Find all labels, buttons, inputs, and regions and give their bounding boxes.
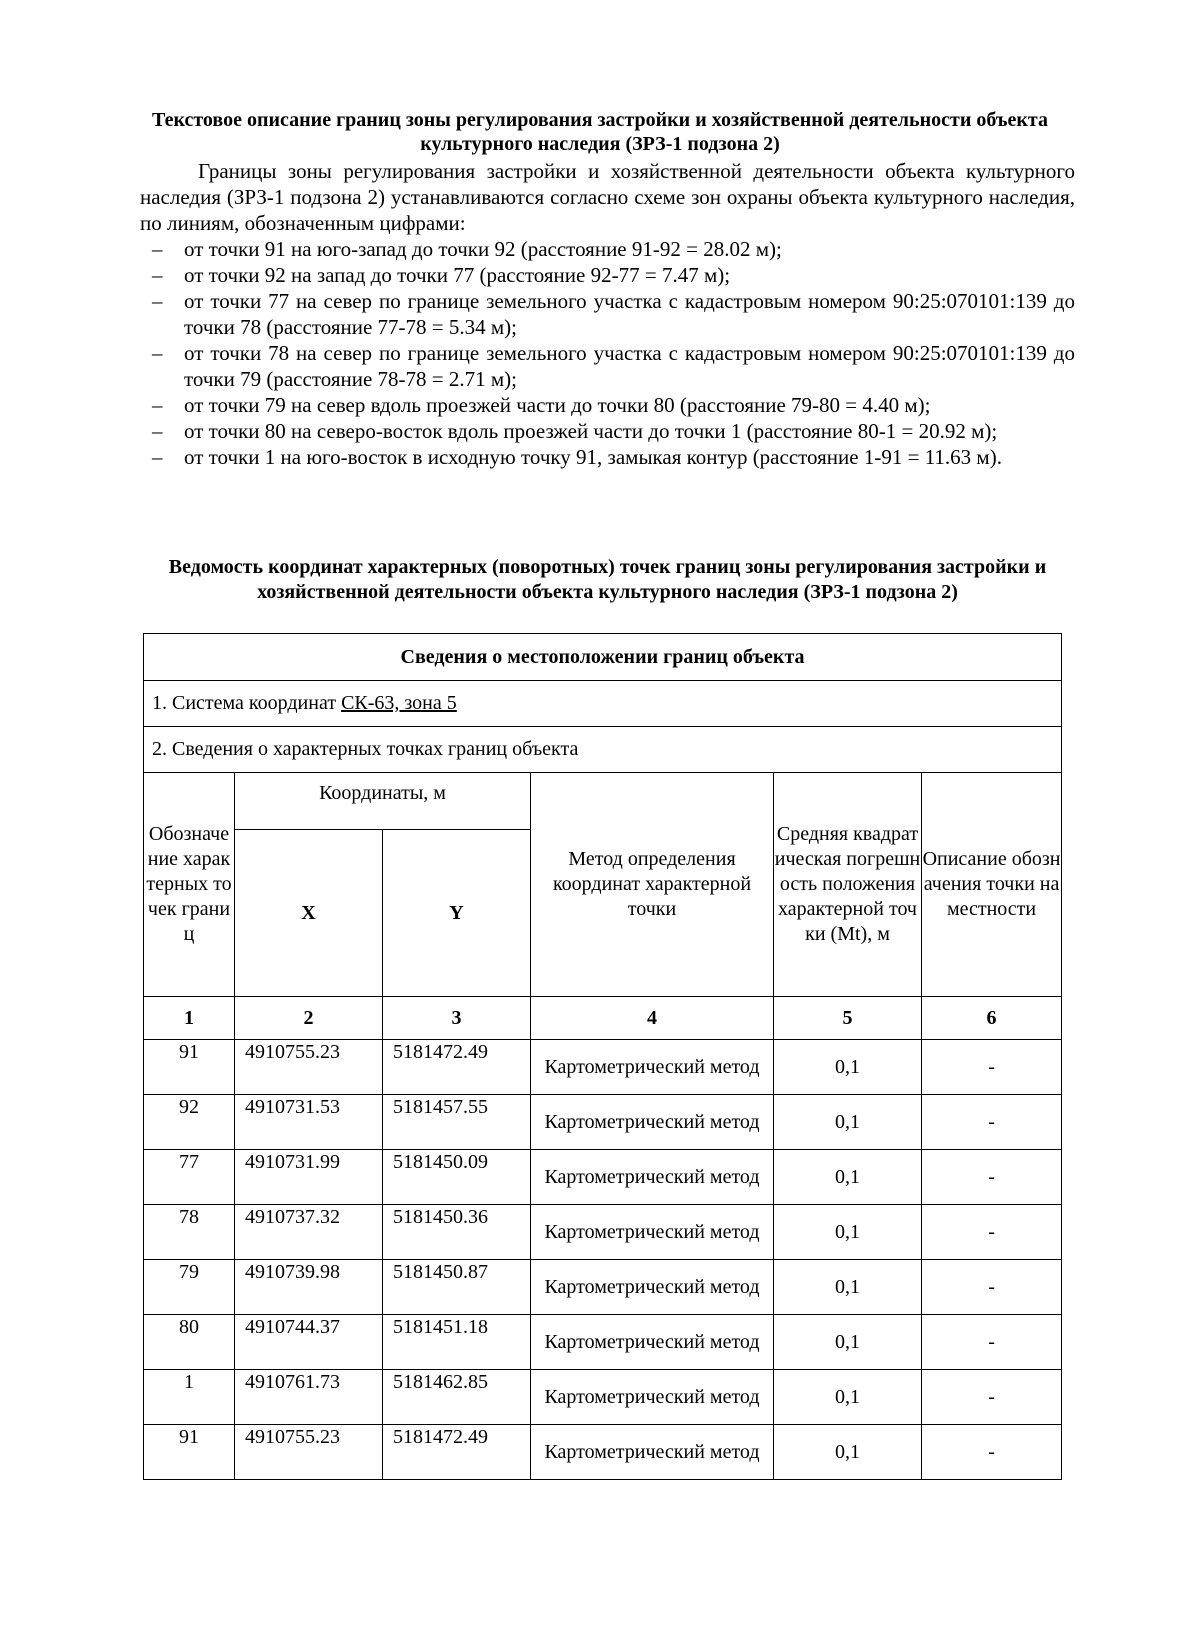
header-y: Y	[383, 830, 531, 997]
cell-error: 0,1	[774, 1150, 922, 1205]
cell-x: 4910739.98	[235, 1260, 383, 1315]
list-item-text: от точки 91 на юго-запад до точки 92 (расстояние 91-92 = 28.02 м);	[184, 237, 782, 261]
column-number: 6	[922, 997, 1062, 1040]
cell-description: -	[922, 1370, 1062, 1425]
cell-error: 0,1	[774, 1095, 922, 1150]
cell-error: 0,1	[774, 1425, 922, 1480]
cell-y: 5181472.49	[383, 1425, 531, 1480]
cell-method: Картометрический метод	[531, 1095, 774, 1150]
column-number: 2	[235, 997, 383, 1040]
cell-method: Картометрический метод	[531, 1205, 774, 1260]
list-item	[140, 418, 1075, 444]
boundary-list	[140, 236, 1075, 470]
header-coordinates: Координаты, м	[235, 773, 531, 830]
list-item-text: от точки 79 на север вдоль проезжей части до точки 80 (расстояние 79-80 = 4.40 м);	[184, 393, 931, 417]
cell-description: -	[922, 1260, 1062, 1315]
bullet-dash: –	[152, 237, 163, 261]
cell-x: 4910761.73	[235, 1370, 383, 1425]
list-item	[140, 444, 1075, 470]
list-item	[140, 392, 1075, 418]
table-row	[144, 1260, 1062, 1315]
coordinates-table	[143, 633, 1062, 1480]
column-number: 4	[531, 997, 774, 1040]
cell-y: 5181472.49	[383, 1040, 531, 1095]
coordinate-system-row	[144, 681, 1062, 727]
cell-y: 5181451.18	[383, 1315, 531, 1370]
table-row	[144, 1150, 1062, 1205]
list-item	[140, 340, 1075, 392]
cell-point: 1	[144, 1370, 235, 1425]
cell-x: 4910755.23	[235, 1425, 383, 1480]
cell-method: Картометрический метод	[531, 1370, 774, 1425]
table-caption: Сведения о местоположении границ объекта	[144, 634, 1062, 681]
cell-point: 77	[144, 1150, 235, 1205]
cell-x: 4910744.37	[235, 1315, 383, 1370]
cell-y: 5181450.87	[383, 1260, 531, 1315]
column-number: 5	[774, 997, 922, 1040]
cell-x: 4910731.99	[235, 1150, 383, 1205]
list-item	[140, 288, 1075, 340]
cell-point: 91	[144, 1425, 235, 1480]
table-row	[144, 1095, 1062, 1150]
bullet-dash: –	[152, 341, 163, 365]
cell-method: Картометрический метод	[531, 1260, 774, 1315]
header-x: X	[235, 830, 383, 997]
table-row	[144, 1040, 1062, 1095]
cell-error: 0,1	[774, 1315, 922, 1370]
cell-point: 91	[144, 1040, 235, 1095]
coordinate-system-label: 1. Система координат	[152, 692, 342, 714]
coordinate-system-value: СК-63, зона 5	[341, 692, 457, 714]
cell-point: 80	[144, 1315, 235, 1370]
header-description: Описание обозначения точки на местности	[922, 773, 1062, 997]
list-item-text: от точки 80 на северо-восток вдоль проезжей части до точки 1 (расстояние 80-1 = 20.92 м);	[184, 419, 998, 443]
header-error: Средняя квадратическая погрешность положения характерной точки (Mt), м	[774, 773, 922, 997]
list-item-text: от точки 78 на север по границе земельного участка с кадастровым номером 90:25:070101:139 до точки 79 (расстояние 78-78 = 2.71 м);	[184, 341, 1075, 391]
table-title: Ведомость координат характерных (поворотных) точек границ зоны регулирования застройки и хозяйственной деятельности объекта культурного наследия (ЗРЗ-1 подзона 2)	[168, 556, 1047, 603]
header-method: Метод определения координат характерной точки	[531, 773, 774, 997]
cell-method: Картометрический метод	[531, 1425, 774, 1480]
cell-description: -	[922, 1315, 1062, 1370]
cell-x: 4910737.32	[235, 1205, 383, 1260]
table-row	[144, 1205, 1062, 1260]
list-item-text: от точки 92 на запад до точки 77 (расстояние 92-77 = 7.47 м);	[184, 263, 731, 287]
cell-y: 5181462.85	[383, 1370, 531, 1425]
column-number: 3	[383, 997, 531, 1040]
bullet-dash: –	[152, 419, 163, 443]
cell-error: 0,1	[774, 1205, 922, 1260]
list-item	[140, 236, 1075, 262]
intro-paragraph: Границы зоны регулирования застройки и хозяйственной деятельности объекта культурного наследия (ЗРЗ-1 подзона 2) устанавливаются согласно схеме зон охраны объекта культурного наследия, по линиям, обозначенным цифрами:	[140, 159, 1075, 235]
list-item	[140, 262, 1075, 288]
table-row	[144, 1425, 1062, 1480]
bullet-dash: –	[152, 393, 163, 417]
list-item-text: от точки 77 на север по границе земельного участка с кадастровым номером 90:25:070101:139 до точки 78 (расстояние 77-78 = 5.34 м);	[184, 289, 1075, 339]
cell-y: 5181450.09	[383, 1150, 531, 1205]
cell-description: -	[922, 1150, 1062, 1205]
bullet-dash: –	[152, 289, 163, 313]
header-point-designation: Обозначение характерных точек границ	[144, 773, 235, 997]
cell-method: Картометрический метод	[531, 1315, 774, 1370]
cell-y: 5181450.36	[383, 1205, 531, 1260]
section-title: Текстовое описание границ зоны регулирования застройки и хозяйственной деятельности объекта культурного наследия (ЗРЗ-1 подзона 2)	[152, 109, 1048, 155]
cell-method: Картометрический метод	[531, 1150, 774, 1205]
points-info-row: 2. Сведения о характерных точках границ объекта	[144, 727, 1062, 773]
cell-description: -	[922, 1425, 1062, 1480]
list-item-text: от точки 1 на юго-восток в исходную точку 91, замыкая контур (расстояние 1-91 = 11.63 м).	[184, 445, 1002, 469]
cell-error: 0,1	[774, 1040, 922, 1095]
bullet-dash: –	[152, 445, 163, 469]
bullet-dash: –	[152, 263, 163, 287]
cell-description: -	[922, 1205, 1062, 1260]
cell-description: -	[922, 1040, 1062, 1095]
table-row	[144, 1370, 1062, 1425]
cell-description: -	[922, 1095, 1062, 1150]
cell-x: 4910755.23	[235, 1040, 383, 1095]
cell-y: 5181457.55	[383, 1095, 531, 1150]
cell-x: 4910731.53	[235, 1095, 383, 1150]
cell-error: 0,1	[774, 1260, 922, 1315]
cell-point: 78	[144, 1205, 235, 1260]
cell-point: 92	[144, 1095, 235, 1150]
cell-method: Картометрический метод	[531, 1040, 774, 1095]
cell-point: 79	[144, 1260, 235, 1315]
cell-error: 0,1	[774, 1370, 922, 1425]
table-row	[144, 1315, 1062, 1370]
column-number: 1	[144, 997, 235, 1040]
